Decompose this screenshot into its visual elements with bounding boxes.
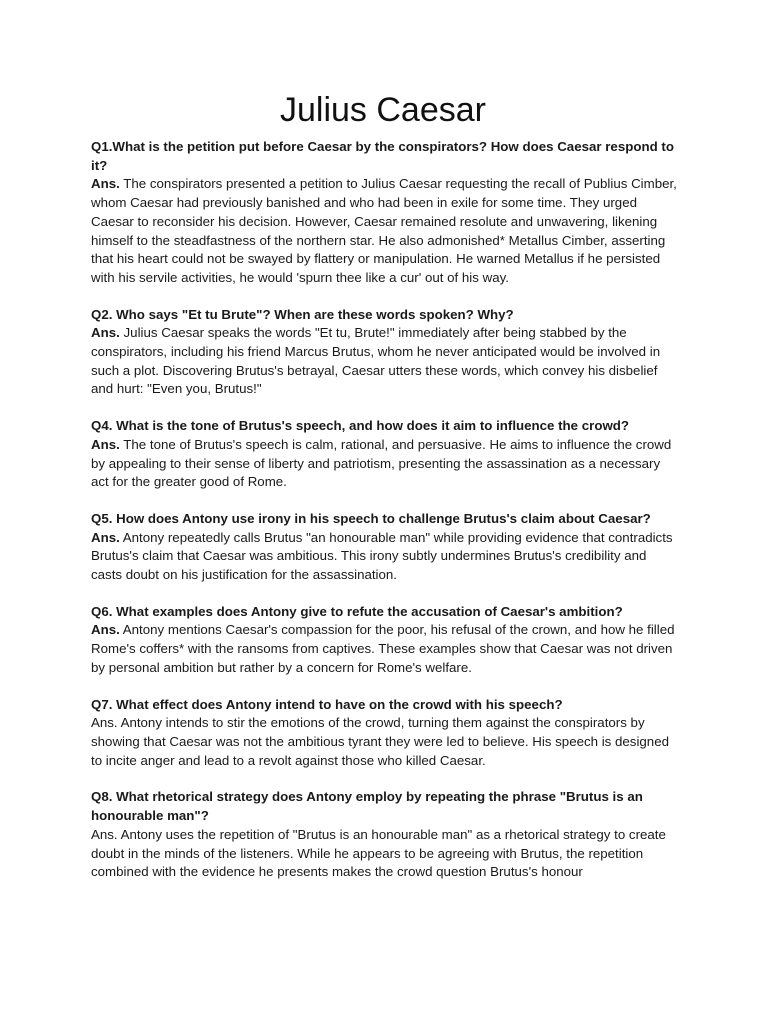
answer-text: Antony intends to stir the emotions of the crowd, turning them against the conspirators by showing that Caesar was not the ambitious tyrant they were led to believe. His speech is designed to incite anger and lead to a revolt against those who killed Caesar.: [91, 715, 669, 768]
answer-block: [91, 436, 681, 492]
answer-prefix: Ans.: [91, 436, 120, 452]
answer-text: Antony mentions Caesar's compassion for the poor, his refusal of the crown, and how he filled Rome's coffers* with the ransoms from captives. These examples show that Caesar was not driven by personal ambition but rather by a concern for Rome's welfare.: [91, 622, 675, 675]
answer-text: Antony uses the repetition of "Brutus is an honourable man" as a rhetorical strategy to create doubt in the minds of the listeners. While he appears to be agreeing with Brutus, the repetition combined with the evidence he presents makes the crowd question Brutus's honour: [91, 826, 666, 880]
answer-prefix: Ans.: [91, 622, 120, 638]
answer-prefix: Ans.: [91, 529, 120, 545]
answer-text: The tone of Brutus's speech is calm, rational, and persuasive. He aims to influence the crowd by appealing to their sense of liberty and patriotism, presenting the assassination as a necessary act for the greater good of Rome.: [91, 436, 672, 490]
answer-block: [91, 826, 681, 882]
answer-text: Antony repeatedly calls Brutus "an honourable man" while providing evidence that contradicts Brutus's claim that Caesar was ambitious. This irony subtly undermines Brutus's credibility and casts doubt on his justification for the assassination.: [91, 529, 673, 583]
question-text: Q7. What effect does Antony intend to have on the crowd with his speech?: [91, 696, 563, 712]
answer-text: The conspirators presented a petition to Julius Caesar requesting the recall of Publius Cimber, whom Caesar had previously banished and who had been in exile for some time. They urged Caesar to reconsider his decision. However, Caesar remained resolute and unwavering, likening himself to the steadfastness of the northern star. He also admonished* Metallus Cimber, asserting that his heart could not be swayed by flattery or manipulation. He warned Metallus if he persisted with his servile activities, he would 'spurn thee like a cur' out of his way.: [91, 176, 677, 285]
question-text: Q8. What rhetorical strategy does Antony employ by repeating the phrase "Brutus is an honourable man"?: [91, 789, 643, 824]
answer-prefix: Ans.: [91, 715, 118, 731]
qa-item-q5: [91, 510, 681, 585]
answer-block: [91, 529, 681, 585]
answer-prefix: Ans.: [91, 176, 120, 192]
answer-prefix: Ans.: [91, 325, 120, 341]
qa-item-q4: [91, 417, 681, 492]
answer-prefix: Ans.: [91, 826, 118, 842]
qa-item-q7: [91, 696, 681, 771]
document-title: Julius Caesar: [280, 91, 486, 129]
question-text: Q2. Who says "Et tu Brute"? When are these words spoken? Why?: [91, 306, 514, 322]
qa-item-q2: [91, 306, 681, 400]
question-text: Q4. What is the tone of Brutus's speech, and how does it aim to influence the crowd?: [91, 418, 630, 434]
answer-text: Julius Caesar speaks the words "Et tu, Brute!" immediately after being stabbed by the conspirators, including his friend Marcus Brutus, whom he never anticipated would be involved in such a plot. Discovering Brutus's betrayal, Caesar utters these words, which convey his disbelief and hurt: "Even you, Brutus!": [91, 325, 661, 397]
question-text: Q1.What is the petition put before Caesar by the conspirators? How does Caesar respond to it?: [91, 139, 674, 173]
answer-block: [91, 324, 681, 399]
qa-item-q6: [91, 603, 681, 678]
document-page: [91, 88, 681, 900]
question-text: Q5. How does Antony use irony in his speech to challenge Brutus's claim about Caesar?: [91, 510, 651, 526]
answer-block: [91, 621, 681, 677]
question-text: Q6. What examples does Antony give to refute the accusation of Caesar's ambition?: [91, 603, 623, 619]
answer-block: [91, 175, 681, 287]
qa-item-q8: [91, 788, 681, 882]
answer-block: [91, 714, 681, 770]
qa-item-q1: [91, 138, 681, 288]
